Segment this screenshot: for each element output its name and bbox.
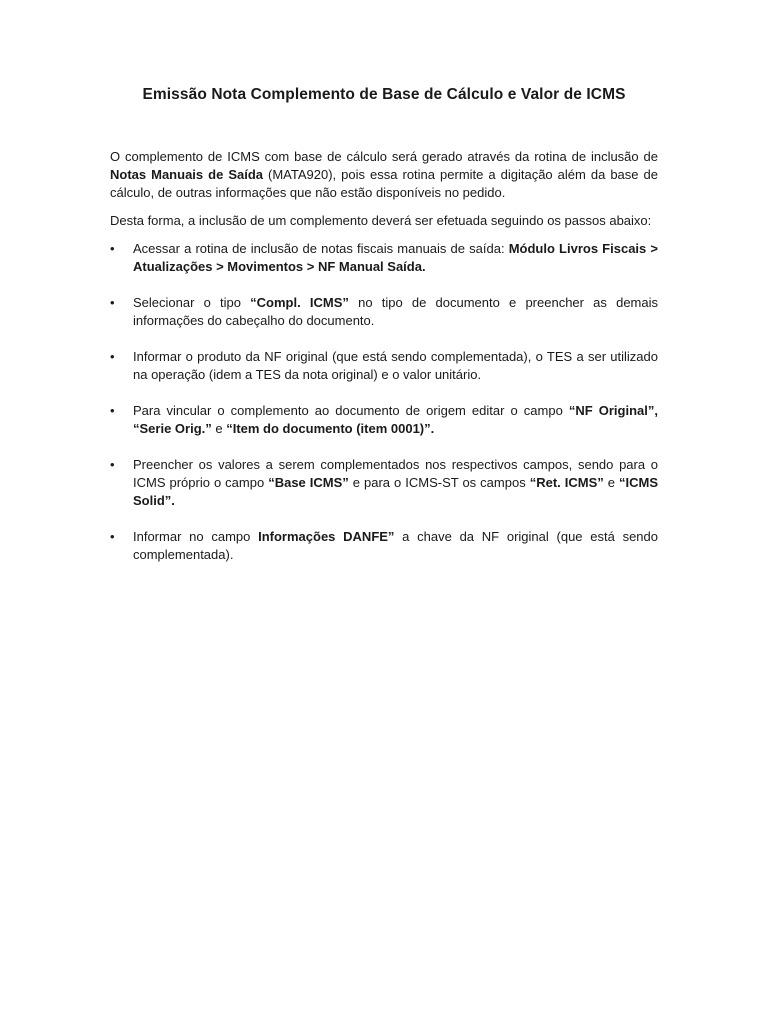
step-5-text-2: e para o ICMS-ST os campos [348,475,530,490]
step-4 [110,402,658,438]
bullet-icon: • [110,295,115,310]
steps-list [110,240,658,564]
step-3-text-1: Informar o produto da NF original (que está sendo complementada), o TES a ser utilizado na operação (idem a TES da nota original) e o valor unitário. [133,349,658,382]
step-4-bold-2: “Serie Orig.” [133,421,212,436]
step-4-bold-1: “NF Original” [568,403,655,418]
bullet-icon: • [110,403,115,418]
step-3 [110,348,658,384]
step-4-bold-3: “Item do documento (item 0001)”. [226,421,435,436]
lead-paragraph: Desta forma, a inclusão de um complemento deverá ser efetuada seguindo os passos abaixo: [110,213,652,228]
step-1 [110,240,658,276]
bullet-icon: • [110,241,115,256]
step-5-text-3: e [603,475,619,490]
step-2-text-1: Selecionar o tipo [133,295,251,310]
intro-bold-1: Notas Manuais de Saída [110,167,264,182]
intro-text-1: O complemento de ICMS com base de cálculo será gerado através da rotina de inclusão de [110,149,658,164]
step-4-text-3: e [211,421,227,436]
step-1-text-1: Acessar a rotina de inclusão de notas fiscais manuais de saída: [133,241,509,256]
step-5-bold-2: “Ret. ICMS” [529,475,604,490]
step-6-text-1: Informar no campo [133,529,259,544]
step-5-bold-1: “Base ICMS” [268,475,349,490]
step-1-bold-1: Módulo Livros Fiscais > Atualizações > Movimentos > NF Manual Saída. [133,241,658,274]
step-5-text-1: Preencher os valores a serem complementados nos respectivos campos, sendo para o ICMS próprio o campo [133,457,658,490]
step-6-text-2: a chave da NF original (que está sendo complementada). [133,529,658,562]
step-5-bold-3: “ICMS Solid”. [133,475,658,508]
step-4-text-2: , [654,403,659,418]
intro-text-2: (MATA920), pois essa rotina permite a digitação além da base de cálculo, de outras informações que não estão disponíveis no pedido. [110,167,658,200]
step-6-bold-1: Informações DANFE” [258,529,395,544]
step-2-bold-1: “Compl. ICMS” [250,295,349,310]
step-6 [110,528,658,564]
intro-paragraph [110,148,658,202]
bullet-icon: • [110,457,115,472]
step-5 [110,456,658,510]
step-2-text-2: no tipo de documento e preencher as demais informações do cabeçalho do documento. [133,295,658,328]
bullet-icon: • [110,529,115,544]
step-2 [110,294,658,330]
bullet-icon: • [110,349,115,364]
document-title: Emissão Nota Complemento de Base de Cálculo e Valor de ICMS [142,86,626,103]
step-4-text-1: Para vincular o complemento ao documento de origem editar o campo [133,403,569,418]
